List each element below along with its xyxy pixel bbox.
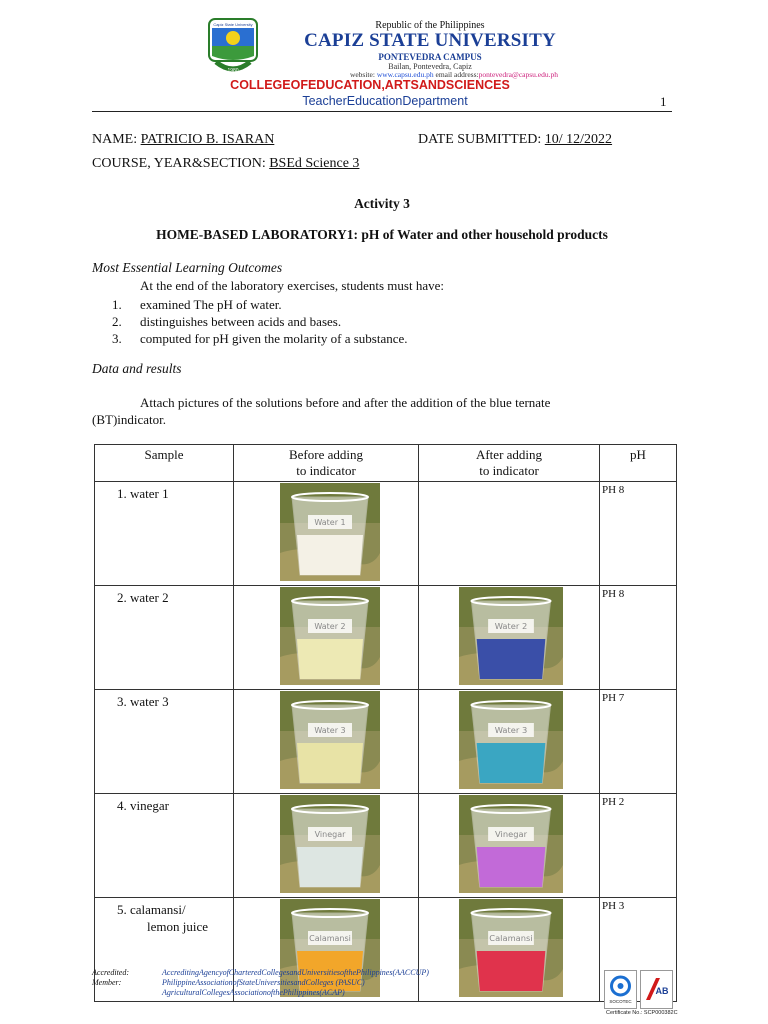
before-indicator-photo [280, 795, 380, 893]
outcomes-heading: Most Essential Learning Outcomes [92, 260, 283, 275]
email-link[interactable]: pontevedra@capsu.edu.ph [478, 70, 558, 79]
after-photo-cell [419, 690, 600, 794]
results-table [94, 444, 677, 1002]
before-photo-cell [234, 690, 419, 794]
header-after: After adding to indicator [419, 445, 600, 482]
sample-cell: 1. water 1 [95, 482, 234, 586]
student-name-field [92, 132, 274, 148]
table-row [95, 482, 677, 586]
date-label: DATE SUBMITTED: [418, 132, 542, 147]
ph-cell: PH 7 [600, 690, 677, 794]
member-label: Member: [92, 978, 122, 987]
svg-text:Water 3: Water 3 [494, 725, 528, 735]
website-link[interactable]: www.capsu.edu.ph [376, 70, 434, 79]
department-name: TeacherEducationDepartment [302, 94, 468, 108]
before-photo-cell [234, 482, 419, 586]
email-label: email address: [435, 70, 479, 79]
course-field [92, 156, 359, 172]
header-divider [92, 111, 672, 112]
before-indicator-photo [280, 483, 380, 581]
campus-name: PONTEVEDRA CAMPUS [378, 52, 482, 62]
instructions-line-1: Attach pictures of the solutions before and after the addition of the blue ternate [140, 395, 551, 410]
ph-cell: PH 8 [600, 482, 677, 586]
list-item: 1. examined The pH of water. [112, 297, 282, 312]
after-photo-cell [419, 794, 600, 898]
before-photo-cell [234, 794, 419, 898]
before-indicator-photo [280, 691, 380, 789]
sample-cell: 5. calamansi/ lemon juice [95, 898, 234, 1002]
svg-text:Calamansi: Calamansi [309, 934, 351, 943]
website-label: website: [349, 70, 375, 79]
accredited-label: Accredited: [92, 968, 130, 977]
svg-text:Calamansi: Calamansi [489, 933, 533, 943]
svg-text:1980: 1980 [227, 68, 239, 74]
campus-address: Bailan, Pontevedra, Capiz [388, 62, 472, 71]
after-indicator-photo [459, 587, 563, 685]
svg-text:Vinegar: Vinegar [314, 830, 346, 839]
outcomes-intro: At the end of the laboratory exercises, students must have: [140, 278, 444, 293]
sample-cell: 2. water 2 [95, 586, 234, 690]
svg-text:AB: AB [655, 986, 669, 996]
ph-cell: PH 2 [600, 794, 677, 898]
header-ph: pH [600, 445, 677, 482]
svg-text:Vinegar: Vinegar [495, 829, 527, 839]
date-submitted-field [418, 132, 612, 148]
instructions-line-2: (BT)indicator. [92, 412, 167, 427]
member-org-1: PhilippineAssociationofStateUniversitiesandColleges (PASUC) [162, 978, 365, 987]
table-header-row [95, 445, 677, 482]
svg-text:Water 2: Water 2 [494, 621, 528, 631]
svg-text:Capiz State University: Capiz State University [213, 22, 253, 27]
svg-text:Water 2: Water 2 [314, 622, 346, 631]
after-indicator-photo [459, 691, 563, 789]
student-name: PATRICIO B. ISARAN [140, 132, 275, 147]
member-org-2: AgriculturalCollegesAssociationofthePhilippines(ACAP) [162, 988, 345, 997]
ph-cell: PH 8 [600, 586, 677, 690]
college-name: COLLEGEOFEDUCATION,ARTSANDSCIENCES [230, 78, 510, 92]
activity-title: Activity 3 [354, 196, 410, 211]
before-indicator-photo [280, 587, 380, 685]
name-label: NAME: [92, 132, 138, 147]
after-indicator-photo [459, 795, 563, 893]
course-value: BSEd Science 3 [269, 156, 360, 171]
course-label: COURSE, YEAR&SECTION: [92, 156, 266, 171]
university-name: CAPIZ STATE UNIVERSITY [304, 30, 556, 51]
outcomes-list [112, 296, 408, 347]
list-item: 3. computed for pH given the molarity of a substance. [112, 331, 408, 346]
list-item: 2. distinguishes between acids and bases. [112, 314, 342, 329]
after-photo-cell [419, 586, 600, 690]
before-photo-cell [234, 586, 419, 690]
header-before: Before adding to indicator [234, 445, 419, 482]
after-photo-cell [419, 482, 600, 586]
after-indicator-photo [459, 899, 563, 997]
svg-text:SOCOTEC: SOCOTEC [609, 999, 632, 1004]
certification-logos [604, 970, 674, 1014]
table-row [95, 690, 677, 794]
table-row [95, 586, 677, 690]
accredited-org: AccreditingAgencyofCharteredCollegesandUniversitiesofthePhilippines(AACCUP) [162, 968, 429, 977]
activity-subtitle: HOME-BASED LABORATORY1: pH of Water and other household products [156, 227, 608, 242]
date-submitted: 10/ 12/2022 [544, 132, 613, 147]
after-photo-cell [419, 898, 600, 1002]
header-sample: Sample [95, 445, 234, 482]
university-seal-logo [208, 18, 258, 76]
certificate-number: Certificate No.: SCP000382C [606, 1010, 678, 1016]
page-number: 1 [660, 94, 667, 109]
ph-cell: PH 3 [600, 898, 677, 1002]
table-row [95, 794, 677, 898]
republic-text: Republic of the Philippines [375, 20, 485, 31]
sample-cell: 3. water 3 [95, 690, 234, 794]
sample-cell: 4. vinegar [95, 794, 234, 898]
results-heading: Data and results [92, 361, 182, 376]
svg-text:Water 3: Water 3 [314, 726, 346, 735]
svg-text:Water 1: Water 1 [314, 518, 346, 527]
